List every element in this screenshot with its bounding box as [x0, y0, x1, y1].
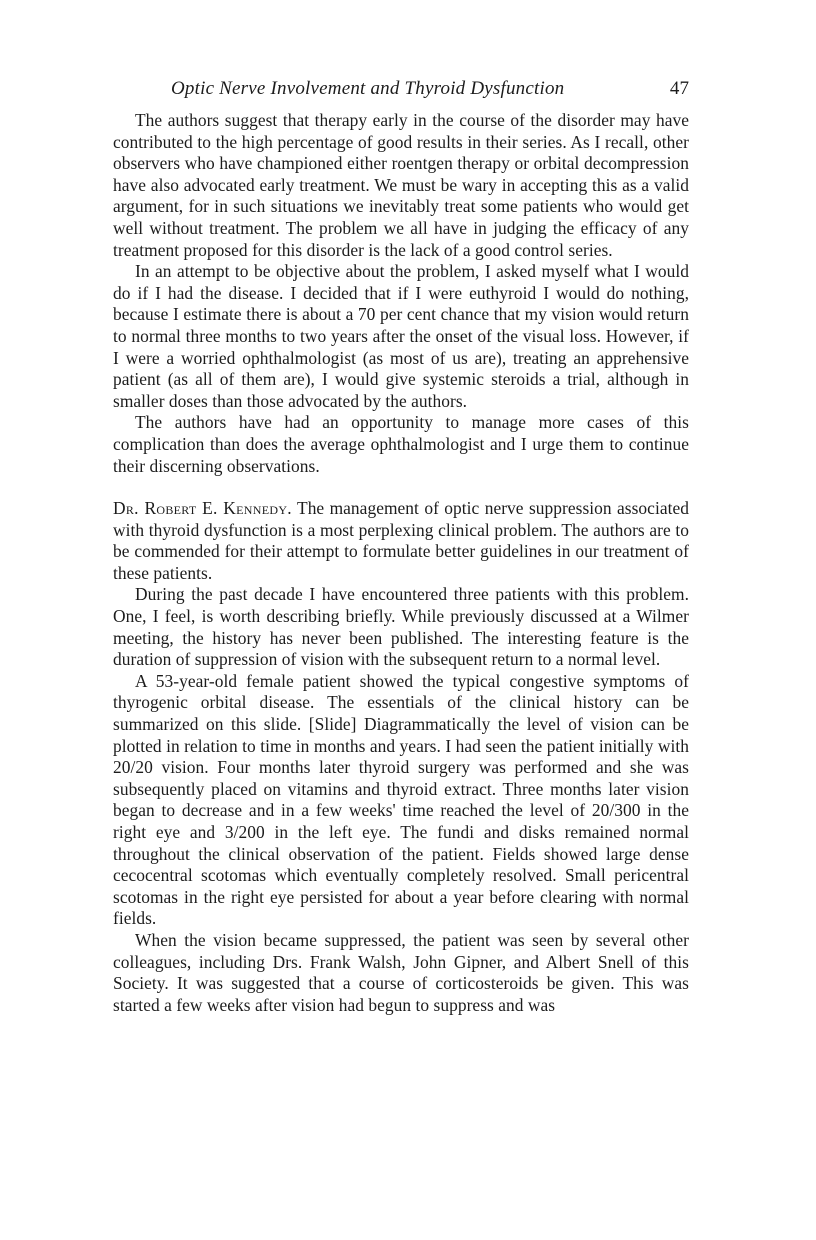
- speaker-paragraph: [113, 498, 689, 584]
- paragraph: The authors suggest that therapy early in the course of the disorder may have contributed to the high percentage of good results in their series. As I recall, other observers who have championed either roentgen therapy or orbital decompression have also advocated early treatment. We must be wary in accepting this as a valid argument, for in such situations we inevitably treat some patients who would get well without treatment. The problem we all have in judging the efficacy of any treatment proposed for this disorder is the lack of a good control series.: [113, 110, 689, 260]
- paragraph: A 53-year-old female patient showed the typical congestive symptoms of thyrogenic orbital disease. The essentials of the clinical history can be summarized on this slide. [Slide] Diagrammatically the level of vision can be plotted in relation to time in months and years. I had seen the patient initially with 20/20 vision. Four months later thyroid surgery was performed and she was subsequently placed on vitamins and thyroid extract. Three months later vision began to decrease and in a few weeks' time reached the level of 20/300 in the right eye and 3/200 in the left eye. The fundi and disks remained normal throughout the clinical observation of the patient. Fields showed large dense cecocentral scotomas which eventually completely resolved. Small pericentral scotomas in the right eye persisted for about a year before clearing with normal fields.: [113, 670, 689, 929]
- discussion-section-2: [113, 498, 689, 1016]
- discussion-section-1: [113, 110, 689, 477]
- section-spacer: [113, 477, 689, 498]
- page-header: [113, 74, 689, 110]
- speaker-name: Dr. Robert E. Kennedy.: [113, 498, 292, 519]
- page-number: 47: [669, 78, 689, 99]
- paragraph: During the past decade I have encountered three patients with this problem. One, I feel, is worth describing briefly. While previously discussed at a Wilmer meeting, the history has never been published. The interesting feature is the duration of suppression of vision with the subsequent return to a normal level.: [113, 584, 689, 670]
- speaker-paragraph-text: The management of optic nerve suppression associated with thyroid dysfunction is a most perplexing clinical problem. The authors are to be commended for their attempt to formulate better guidelines in our treatment of these patients.: [113, 498, 689, 583]
- paragraph: When the vision became suppressed, the patient was seen by several other colleagues, including Drs. Frank Walsh, John Gipner, and Albert Snell of this Society. It was suggested that a course of corticosteroids be given. This was started a few weeks after vision had begun to suppress and was: [113, 929, 689, 1015]
- paragraph: The authors have had an opportunity to manage more cases of this complication than does the average ophthalmologist and I urge them to continue their discerning observations.: [113, 412, 689, 476]
- paragraph: In an attempt to be objective about the problem, I asked myself what I would do if I had the disease. I decided that if I were euthyroid I would do nothing, because I estimate there is about a 70 per cent chance that my vision would return to normal three months to two years after the onset of the visual loss. However, if I were a worried ophthalmologist (as most of us are), treating an apprehensive patient (as all of them are), I would give systemic steroids a trial, although in smaller doses than those advocated by the authors.: [113, 261, 689, 411]
- document-page: [113, 74, 689, 1016]
- running-title: Optic Nerve Involvement and Thyroid Dysfunction: [171, 78, 565, 99]
